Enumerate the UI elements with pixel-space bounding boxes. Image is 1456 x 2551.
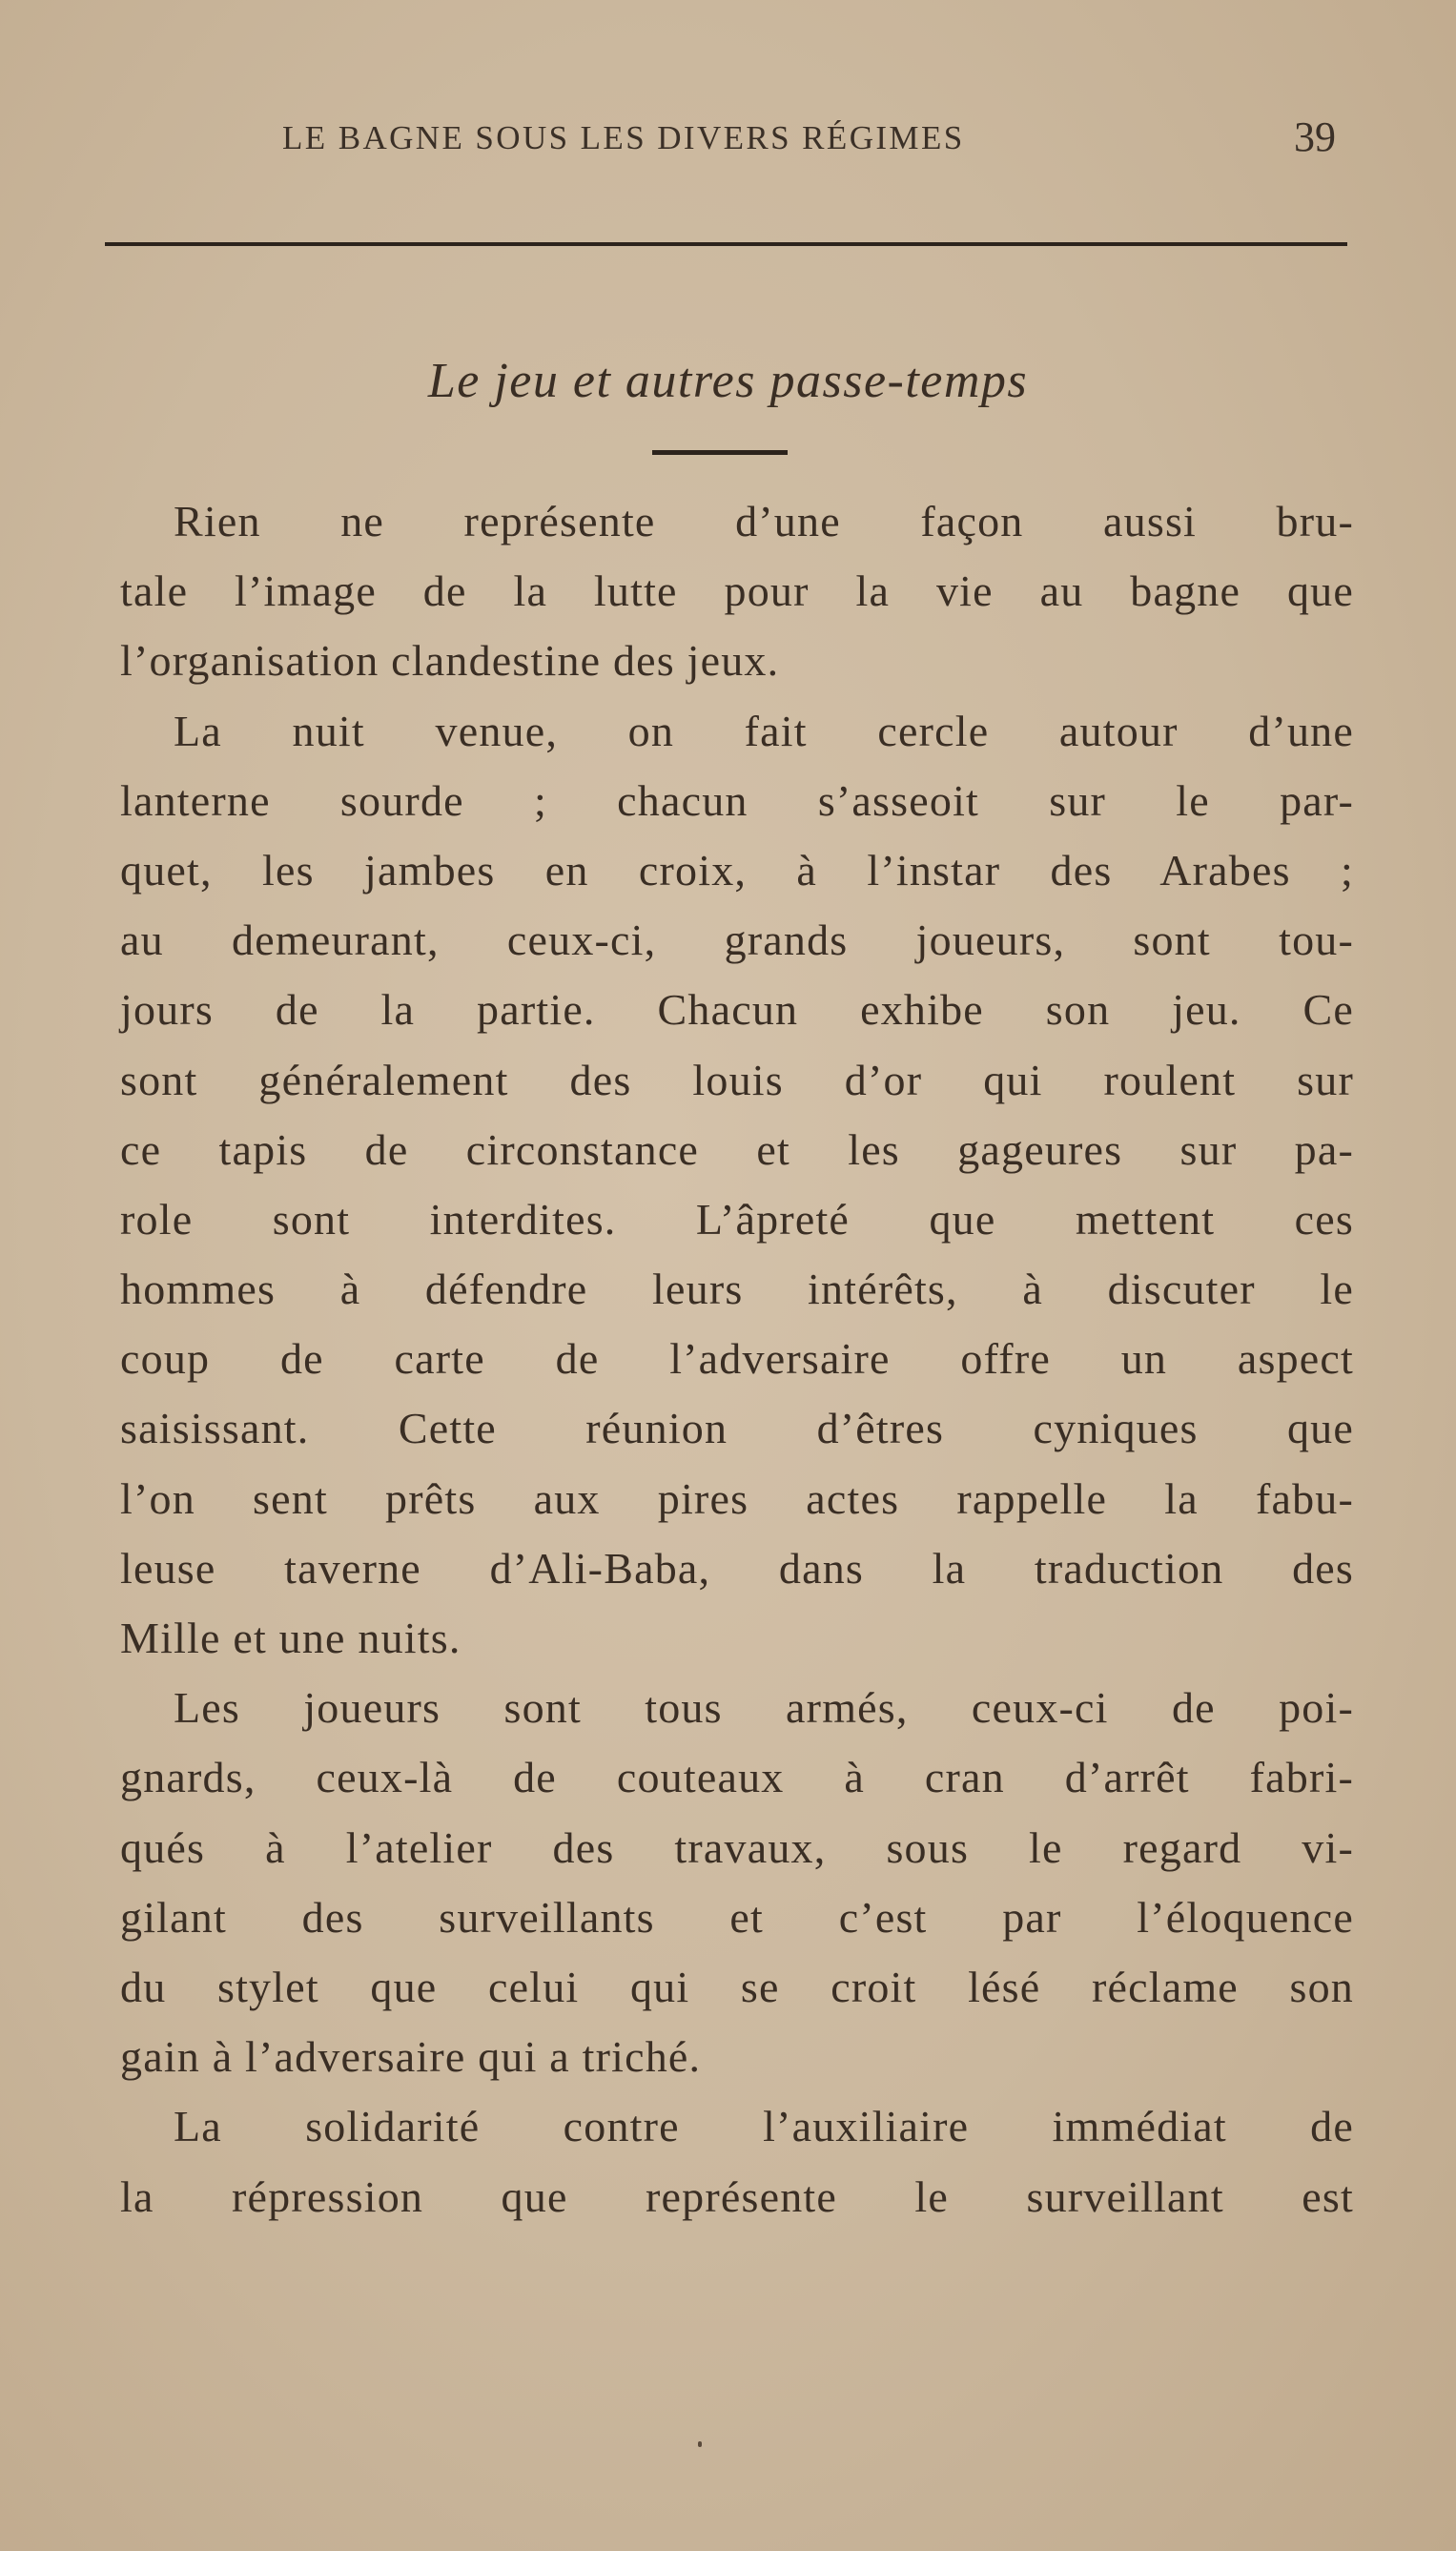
text-line: l’organisation clandestine des jeux. [120, 636, 780, 686]
text-line: qués à l’atelier des travaux, sous le regard vi- [120, 1822, 1354, 1872]
text-line: au demeurant, ceux-ci, grands joueurs, sont tou- [120, 915, 1354, 965]
section-title-rule [652, 450, 788, 455]
body-text [120, 486, 1354, 2232]
text-line: Les joueurs sont tous armés, ceux-ci de poi- [174, 1683, 1354, 1733]
text-line: quet, les jambes en croix, à l’instar des Arabes ; [120, 845, 1354, 895]
text-line: du stylet que celui qui se croit lésé réclame son [120, 1962, 1354, 2011]
text-line: ce tapis de circonstance et les gageures sur pa- [120, 1124, 1354, 1174]
text-line: lanterne sourde ; chacun s’asseoit sur le par- [120, 775, 1354, 825]
running-head: LE BAGNE SOUS LES DIVERS RÉGIMES [282, 119, 965, 156]
text-line: coup de carte de l’adversaire offre un aspect [120, 1334, 1354, 1384]
text-line: gilant des surveillants et c’est par l’éloquence [120, 1892, 1354, 1942]
text-line: La solidarité contre l’auxiliaire immédiat de [174, 2102, 1354, 2151]
text-line: gnards, ceux-là de couteaux à cran d’arrêt fabri- [120, 1753, 1354, 1802]
text-line: tale l’image de la lutte pour la vie au bagne que [120, 566, 1354, 616]
text-line: jours de la partie. Chacun exhibe son jeu. Ce [120, 985, 1354, 1035]
text-line: la répression que représente le surveillant est [120, 2171, 1354, 2221]
text-line: saisissant. Cette réunion d’êtres cyniques que [120, 1404, 1354, 1453]
section-title: Le jeu et autres passe-temps [427, 354, 1029, 408]
text-line: l’on sent prêts aux pires actes rappelle la fabu- [120, 1473, 1354, 1523]
text-line: Rien ne représente d’une façon aussi bru- [174, 497, 1354, 545]
text-line: role sont interdites. L’âpreté que mettent ces [120, 1194, 1354, 1244]
header-rule [105, 242, 1347, 246]
page-number: 39 [1294, 113, 1336, 160]
text-line: hommes à défendre leurs intérêts, à discuter le [120, 1265, 1354, 1314]
text-line: gain à l’adversaire qui a triché. [120, 2032, 702, 2082]
paper-speck [698, 2441, 702, 2447]
text-line: leuse taverne d’Ali-Baba, dans la traduction des [120, 1543, 1354, 1593]
text-line: La nuit venue, on fait cercle autour d’une [174, 706, 1354, 755]
text-line: sont généralement des louis d’or qui roulent sur [120, 1055, 1354, 1104]
text-line: Mille et une nuits. [120, 1614, 461, 1662]
